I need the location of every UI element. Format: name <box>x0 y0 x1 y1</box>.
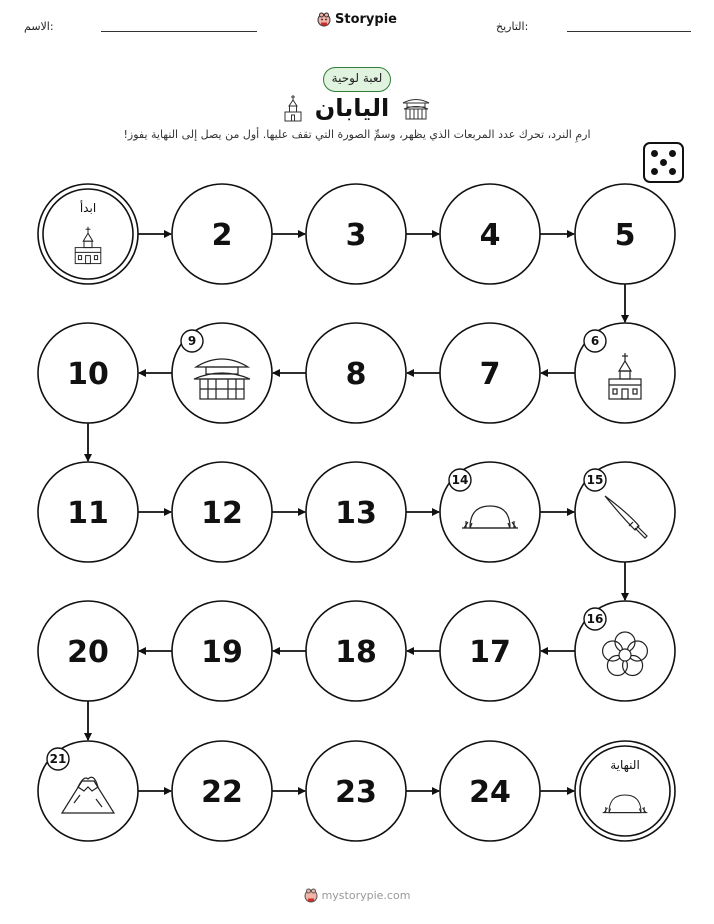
board-cell-12[interactable] <box>172 462 272 562</box>
board-cell-24[interactable] <box>440 741 540 841</box>
cell-number: 7 <box>479 357 501 392</box>
cell-number: 12 <box>201 496 243 531</box>
board-cell-11[interactable] <box>38 462 138 562</box>
board-cell-20[interactable] <box>38 601 138 701</box>
cell-circle <box>575 741 675 841</box>
cell-number: 8 <box>345 357 367 392</box>
board-cell-4[interactable] <box>440 184 540 284</box>
cell-number: 21 <box>49 752 67 766</box>
cell-number: 24 <box>469 775 511 810</box>
cell-number: 20 <box>67 635 109 670</box>
board-cell-16[interactable] <box>575 601 675 701</box>
brand-name: Storypie <box>335 11 397 27</box>
cell-number: 9 <box>187 334 197 348</box>
cell-number: 10 <box>67 357 109 392</box>
name-label: الاسم: <box>24 20 54 33</box>
cell-number: 15 <box>586 473 604 487</box>
board-cell-8[interactable] <box>306 323 406 423</box>
board-cell-1[interactable] <box>38 184 138 284</box>
board-cell-19[interactable] <box>172 601 272 701</box>
end-label: النهاية <box>610 758 640 772</box>
cell-number: 22 <box>201 775 243 810</box>
start-label: ابدأ <box>79 201 97 215</box>
footer <box>0 887 714 906</box>
cell-number: 19 <box>201 635 243 670</box>
page-title: اليابان <box>314 94 390 122</box>
cell-number: 18 <box>335 635 377 670</box>
board-cell-14[interactable] <box>440 462 540 562</box>
cell-number: 4 <box>479 218 501 253</box>
board-cell-3[interactable] <box>306 184 406 284</box>
cell-number: 23 <box>335 775 377 810</box>
date-label: التاريخ: <box>496 20 529 33</box>
board-cell-10[interactable] <box>38 323 138 423</box>
footer-url: mystorypie.com <box>321 888 411 902</box>
board-cell-22[interactable] <box>172 741 272 841</box>
board-cell-2[interactable] <box>172 184 272 284</box>
mascot-icon <box>304 887 318 903</box>
board-cell-9[interactable] <box>172 323 272 423</box>
cell-number: 2 <box>211 218 233 253</box>
cell-number: 17 <box>469 635 511 670</box>
cell-number: 14 <box>451 473 469 487</box>
board-cell-21[interactable] <box>38 741 138 841</box>
cell-number: 11 <box>67 496 109 531</box>
cell-number: 13 <box>335 496 377 531</box>
board-cell-17[interactable] <box>440 601 540 701</box>
cell-number: 5 <box>614 218 636 253</box>
game-type-pill: لعبة لوحية <box>323 67 391 92</box>
board-cell-23[interactable] <box>306 741 406 841</box>
board-cell-18[interactable] <box>306 601 406 701</box>
cell-number: 16 <box>586 612 604 626</box>
cell-number: 3 <box>345 218 367 253</box>
board-cell-13[interactable] <box>306 462 406 562</box>
cell-number: 6 <box>590 334 600 348</box>
board-cell-5[interactable] <box>575 184 675 284</box>
board-cell-6[interactable] <box>575 323 675 423</box>
board-cell-7[interactable] <box>440 323 540 423</box>
board-cells <box>38 184 675 841</box>
board-cell-15[interactable] <box>575 462 675 562</box>
board-cell-25[interactable] <box>575 741 675 841</box>
instructions: ارمِ النرد، تحرك عدد المربعات الذي يظهر، وسمِّ الصورة التي تقف عليها. أول من يصل إلى النهاية يفوز! <box>123 128 591 141</box>
